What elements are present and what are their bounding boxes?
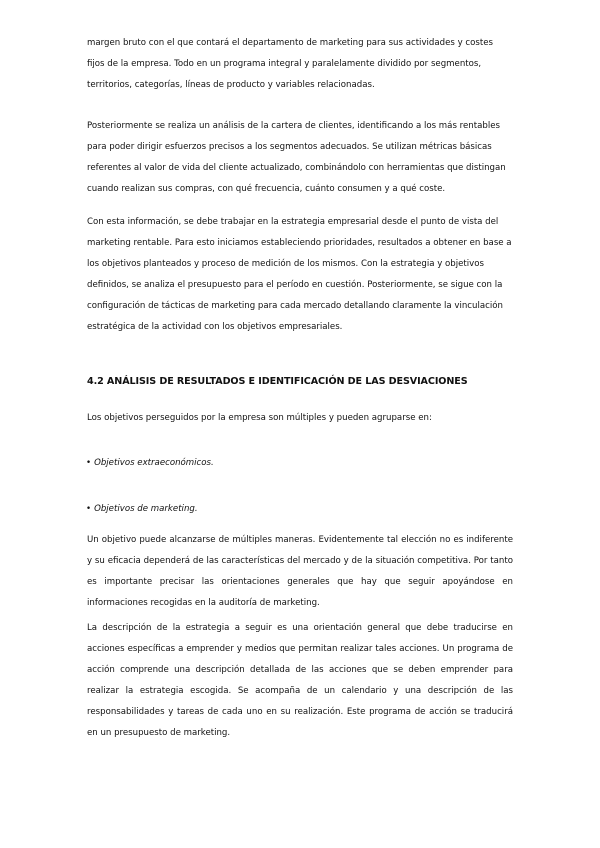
- bullet-item: [86, 453, 214, 473]
- paragraph-margen-bruto: margen bruto con el que contará el departamento de marketing para sus actividades y costes fijos de la empresa. Todo en un programa integral y paralelamente dividido por segmentos, territorios, categorías, líneas de producto y variables relacionadas.: [87, 38, 494, 90]
- paragraph-cartera-clientes: Posteriormente se realiza un análisis de la cartera de clientes, identificando a los más rentables para poder dirigir esfuerzos precisos a los segmentos adecuados. Se utilizan métricas básicas referentes al valor de vida del cliente actualizado, combinándolo con herramientas que distingan cuando realizan sus compras, con qué frecuencia, cuánto consumen y a qué coste.: [87, 121, 506, 194]
- bullet-marker: •: [86, 458, 92, 468]
- bullet-text: Objetivos de marketing.: [94, 504, 198, 514]
- paragraph-objetivo: Un objetivo puede alcanzarse de múltiples maneras. Evidentemente tal elección no es indiferente y su eficacia dependerá de las características del mercado y de la situación competitiva. Por tanto es importante precisar las orientaciones generales que hay que seguir apoyándose en informaciones recogidas en la auditoría de marketing.: [87, 535, 513, 608]
- bullet-marker: •: [86, 504, 92, 514]
- paragraph-estrategia-empresarial: Con esta información, se debe trabajar en la estrategia empresarial desde el punto de vista del marketing rentable. Para esto iniciamos estableciendo prioridades, resultados a obtener en base a los objetivos planteados y proceso de medición de los mismos. Con la estrategia y objetivos definidos, se analiza el presupuesto para el período en cuestión. Posteriormente, se sigue con la configuración de tácticas de marketing para cada mercado detallando claramente la vinculación estratégica de la actividad con los objetivos empresariales.: [87, 217, 512, 332]
- section-heading: 4.2 ANÁLISIS DE RESULTADOS E IDENTIFICACIÓN DE LAS DESVIACIONES: [87, 376, 468, 387]
- bullet-item: [86, 499, 198, 519]
- bullet-text: Objetivos extraeconómicos.: [94, 458, 214, 468]
- paragraph-descripcion-estrategia: La descripción de la estrategia a seguir es una orientación general que debe traducirse en acciones específicas a emprender y medios que permitan realizar tales acciones. Un programa de acción comprende una descripción detallada de las acciones que se deben emprender para realizar la estrategia escogida. Se acompaña de un calendario y una descripción de las responsabilidades y tareas de cada uno en su realización. Este programa de acción se traducirá en un presupuesto de marketing.: [87, 623, 513, 738]
- intro-text: Los objetivos perseguidos por la empresa son múltiples y pueden agruparse en:: [87, 413, 432, 423]
